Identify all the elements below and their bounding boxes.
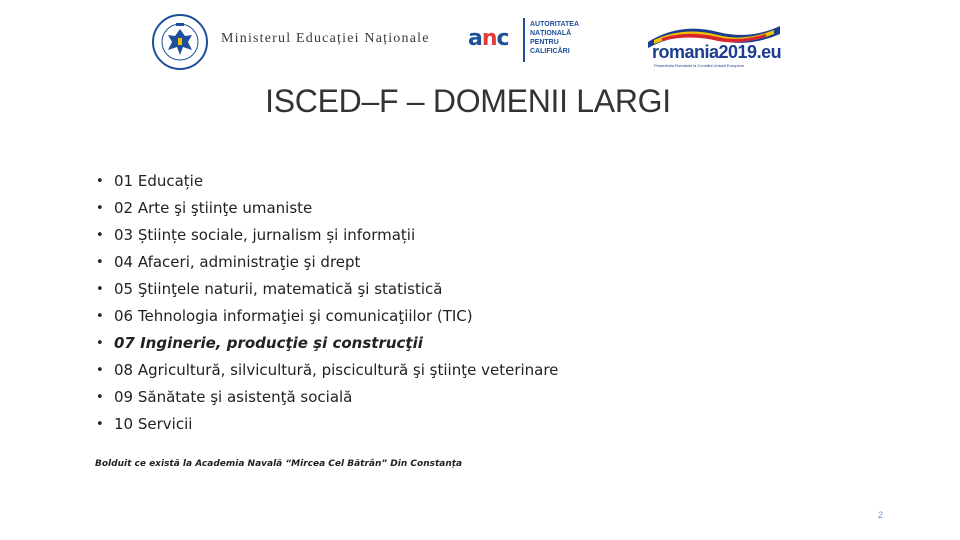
domain-label: 08 Agricultură, silvicultură, piscicultură şi ştiinţe veterinare bbox=[114, 361, 559, 379]
bullet-icon: • bbox=[96, 363, 104, 378]
list-item bbox=[96, 411, 558, 438]
government-seal-icon bbox=[152, 14, 208, 70]
romania2019-logo-text: romania2019.eu bbox=[652, 42, 782, 62]
bullet-icon: • bbox=[96, 309, 104, 324]
domain-label: 03 Științe sociale, jurnalism și informații bbox=[114, 226, 416, 244]
list-item bbox=[96, 303, 558, 330]
bullet-icon: • bbox=[96, 282, 104, 297]
list-item bbox=[96, 168, 558, 195]
list-item bbox=[96, 195, 558, 222]
bullet-icon: • bbox=[96, 201, 104, 216]
bullet-icon: • bbox=[96, 336, 104, 351]
domain-label: 07 Inginerie, producţie şi construcţii bbox=[114, 334, 423, 352]
domain-label: 02 Arte şi ştiinţe umaniste bbox=[114, 199, 313, 217]
ministry-name: Ministerul Educației Naționale bbox=[221, 31, 430, 46]
footnote: Bolduit ce există la Academia Navală “Mircea Cel Bătrân” Din Constanța bbox=[95, 459, 463, 469]
slide-title: ISCED–F – DOMENII LARGI bbox=[265, 83, 671, 119]
anc-logo-text: AUTORITATEA NAȚIONALĂ PENTRU CALIFICĂRI bbox=[530, 21, 579, 55]
list-item bbox=[96, 357, 558, 384]
page-number: 2 bbox=[878, 510, 884, 520]
bullet-icon: • bbox=[96, 174, 104, 189]
list-item bbox=[96, 330, 558, 357]
bullet-icon: • bbox=[96, 390, 104, 405]
list-item bbox=[96, 384, 558, 411]
logo-bar bbox=[0, 0, 960, 80]
bullet-icon: • bbox=[96, 417, 104, 432]
domain-label: 06 Tehnologia informaţiei şi comunicaţiilor (TIC) bbox=[114, 307, 473, 325]
romania2019-logo-subtitle: Președinția României la Consiliul Uniunii Europene bbox=[654, 63, 745, 68]
bullet-icon: • bbox=[96, 255, 104, 270]
anc-logo-mark: anc bbox=[468, 26, 509, 51]
anc-logo-divider bbox=[523, 18, 525, 62]
domain-list bbox=[96, 168, 558, 438]
list-item bbox=[96, 222, 558, 249]
list-item bbox=[96, 276, 558, 303]
domain-label: 04 Afaceri, administraţie şi drept bbox=[114, 253, 361, 271]
domain-label: 10 Servicii bbox=[114, 415, 193, 433]
domain-label: 05 Ştiinţele naturii, matematică şi statistică bbox=[114, 280, 443, 298]
domain-label: 09 Sănătate şi asistenţă socială bbox=[114, 388, 353, 406]
list-item bbox=[96, 249, 558, 276]
bullet-icon: • bbox=[96, 228, 104, 243]
domain-label: 01 Educație bbox=[114, 172, 204, 190]
